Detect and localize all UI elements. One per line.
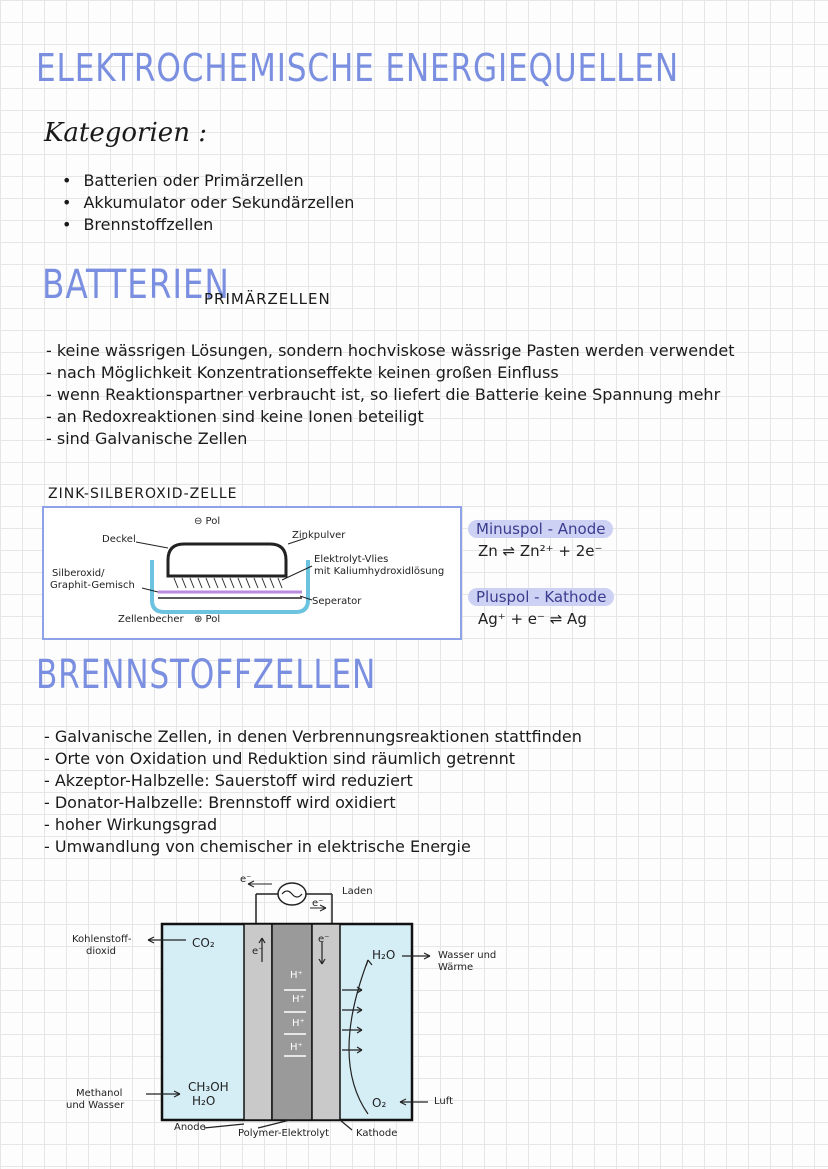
electron-left-label: e⁻: [240, 874, 252, 885]
brennstoff-heading: BRENNSTOFFZELLEN: [36, 652, 377, 698]
methanol-label: Methanol: [76, 1088, 123, 1099]
silberoxid-label-2: Graphit-Gemisch: [50, 580, 135, 591]
polymer-label: Polymer-Elektrolyt: [238, 1128, 330, 1139]
list-item: - Orte von Oxidation und Reduktion sind räumlich getrennt: [44, 748, 582, 770]
list-item: - an Redoxreaktionen sind keine Ionen beteiligt: [46, 406, 735, 428]
list-item: - hoher Wirkungsgrad: [44, 814, 582, 836]
electron-down-label: e⁻: [318, 934, 330, 945]
wasser-label-2: Wärme: [438, 962, 474, 973]
o2-label: O₂: [372, 1096, 387, 1110]
hplus-label: H⁺: [292, 994, 305, 1005]
minuspol-label: Minuspol - Anode: [468, 520, 613, 538]
electron-right-label: e⁻: [312, 898, 324, 909]
minus-pol-label: ⊖ Pol: [194, 516, 221, 527]
wasser-label: Wasser und: [438, 950, 497, 961]
kathode-label: Kathode: [356, 1128, 398, 1139]
hplus-label: H⁺: [290, 970, 303, 981]
anode-label: Anode: [174, 1122, 206, 1133]
list-item: - Donator-Halbzelle: Brennstoff wird oxidiert: [44, 792, 582, 814]
list-item: • Akkumulator oder Sekundärzellen: [62, 192, 354, 214]
zellenbecher-label: Zellenbecher: [118, 614, 184, 625]
co2-label: CO₂: [192, 936, 215, 950]
list-item: - nach Möglichkeit Konzentrationseffekte keinen großen Einfluss: [46, 362, 735, 384]
electron-up-label: e⁻: [252, 946, 264, 957]
list-item: - wenn Reaktionspartner verbraucht ist, so liefert die Batterie keine Spannung mehr: [46, 384, 735, 406]
hplus-label: H⁺: [290, 1042, 303, 1053]
laden-label: Laden: [342, 886, 373, 897]
pluspol-label: Pluspol - Kathode: [468, 588, 614, 606]
plus-pol-label: ⊕ Pol: [194, 614, 221, 625]
kohlenstoff-label: Kohlenstoff-: [72, 934, 132, 945]
list-item: - sind Galvanische Zellen: [46, 428, 735, 450]
batterien-subheading: PRIMÄRZELLEN: [204, 290, 331, 308]
luft-label: Luft: [434, 1096, 453, 1107]
h2o-bottom-label: H₂O: [192, 1094, 216, 1108]
list-item: - keine wässrigen Lösungen, sondern hochviskose wässrige Pasten werden verwendet: [46, 340, 735, 362]
h2o-top-label: H₂O: [372, 948, 396, 962]
zinkpulver-label: Zinkpulver: [292, 530, 346, 541]
list-item: - Galvanische Zellen, in denen Verbrennungsreaktionen stattfinden: [44, 726, 582, 748]
methanol-label-2: und Wasser: [66, 1100, 125, 1111]
deckel-label: Deckel: [102, 534, 136, 545]
silberoxid-label: Silberoxid/: [52, 568, 105, 579]
page-title: ELEKTROCHEMISCHE ENERGIEQUELLEN: [36, 46, 679, 90]
batterien-heading: BATTERIEN: [42, 262, 230, 308]
list-item: • Batterien oder Primärzellen: [62, 170, 354, 192]
hplus-label: H⁺: [292, 1018, 305, 1029]
list-item: • Brennstoffzellen: [62, 214, 354, 236]
list-item: - Akzeptor-Halbzelle: Sauerstoff wird reduziert: [44, 770, 582, 792]
elektrolyt-label-2: mit Kaliumhydroxidlösung: [314, 566, 445, 577]
elektrolyt-label: Elektrolyt-Vlies: [314, 554, 389, 565]
pluspol-equation: Ag⁺ + e⁻ ⇌ Ag: [478, 610, 587, 628]
minuspol-equation: Zn ⇌ Zn²⁺ + 2e⁻: [478, 542, 603, 560]
separator-label: Seperator: [312, 596, 362, 607]
kategorien-heading: Kategorien :: [44, 118, 207, 148]
list-item: - Umwandlung von chemischer in elektrische Energie: [44, 836, 582, 858]
zink-cell-title: ZINK-SILBEROXID-ZELLE: [48, 486, 238, 502]
ch3oh-label: CH₃OH: [188, 1080, 229, 1094]
kohlenstoff-label-2: dioxid: [86, 946, 116, 957]
